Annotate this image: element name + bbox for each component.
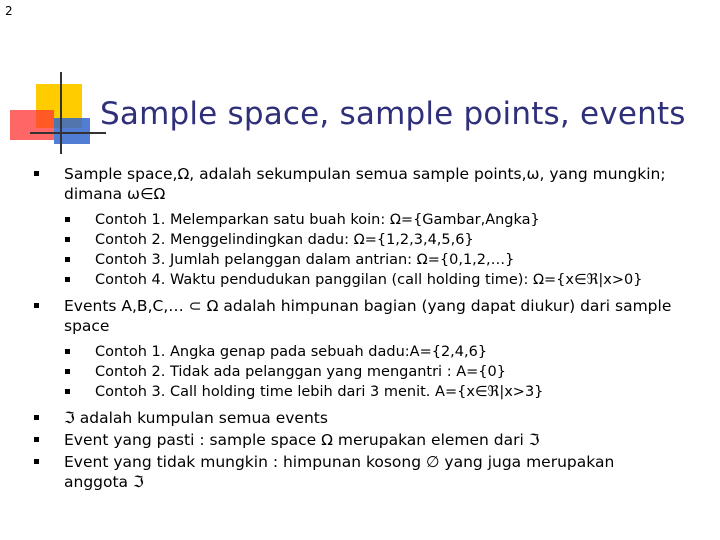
sub-bullet [34, 342, 694, 362]
sub-bullet-text: Contoh 3. Call holding time lebih dari 3 menit. A={x∈ℜ|x>3} [95, 384, 544, 400]
sub-bullet [34, 382, 694, 402]
bullet-text: dimana ω∈Ω [64, 185, 166, 203]
bullet-text: Event yang tidak mungkin : himpunan kosong ∅ yang juga merupakan [64, 453, 615, 471]
deco-horizontal-line [30, 132, 106, 134]
bullet-text: Sample space,Ω, adalah sekumpulan semua sample points,ω, yang mungkin; [64, 165, 666, 183]
bullet-text: Events A,B,C,… ⊂ Ω adalah himpunan bagian (yang dapat diukur) dari sample [64, 297, 672, 315]
bullet-events [34, 296, 694, 336]
square-bullet-icon [34, 415, 39, 420]
sub-bullet-text: Contoh 4. Waktu pendudukan panggilan (call holding time): Ω={x∈ℜ|x>0} [95, 272, 643, 288]
bullet-text: anggota ℑ [64, 473, 144, 491]
page-number: 2 [5, 4, 13, 18]
slide-title: Sample space, sample points, events [100, 96, 686, 132]
square-bullet-icon [65, 237, 70, 242]
sub-bullet-text: Contoh 1. Melemparkan satu buah koin: Ω={Gambar,Angka} [95, 212, 540, 228]
sub-bullet-text: Contoh 3. Jumlah pelanggan dalam antrian: Ω={0,1,2,…} [95, 252, 515, 268]
sub-list-events [34, 342, 694, 402]
square-bullet-icon [65, 369, 70, 374]
bullet-sample-space [34, 164, 694, 204]
sub-bullet [34, 250, 694, 270]
square-bullet-icon [65, 277, 70, 282]
square-bullet-icon [34, 459, 39, 464]
bullet-text: Event yang pasti : sample space Ω merupakan elemen dari ℑ [64, 431, 540, 449]
bullet-text: ℑ adalah kumpulan semua events [64, 409, 328, 427]
bullet-sigma-field [34, 408, 694, 428]
square-bullet-icon [65, 389, 70, 394]
square-bullet-icon [65, 257, 70, 262]
sub-bullet-text: Contoh 2. Tidak ada pelanggan yang mengantri : A={0} [95, 364, 506, 380]
square-bullet-icon [34, 303, 39, 308]
slide-content [34, 164, 694, 498]
bullet-impossible-event [34, 452, 694, 492]
bullet-text: space [64, 317, 110, 335]
square-bullet-icon [65, 217, 70, 222]
sub-bullet [34, 230, 694, 250]
deco-vertical-line [60, 72, 62, 154]
sub-bullet [34, 362, 694, 382]
bullet-sure-event [34, 430, 694, 450]
square-bullet-icon [65, 349, 70, 354]
sub-bullet-text: Contoh 1. Angka genap pada sebuah dadu:A={2,4,6} [95, 344, 488, 360]
sub-bullet-text: Contoh 2. Menggelindingkan dadu: Ω={1,2,3,4,5,6} [95, 232, 474, 248]
sub-bullet [34, 270, 694, 290]
square-bullet-icon [34, 171, 39, 176]
sub-bullet [34, 210, 694, 230]
square-bullet-icon [34, 437, 39, 442]
deco-red-square [10, 110, 54, 140]
sub-list-sample-space [34, 210, 694, 290]
